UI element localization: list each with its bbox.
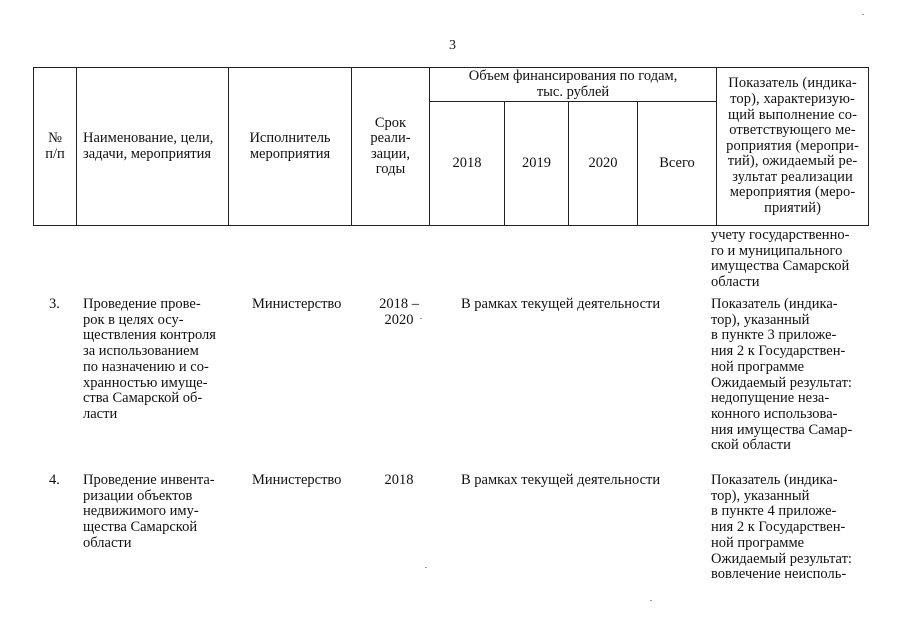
scan-speck xyxy=(650,600,652,601)
row-3-number: 3. xyxy=(49,296,60,312)
header-executor: Исполнитель мероприятия xyxy=(229,68,352,226)
header-number: № п/п xyxy=(34,68,77,226)
row-3-indicator: Показатель (индика- тор), указанный в пункте 3 приложе- ния 2 к Государствен- ной программе Ожидаемый результат: недопущение неза- конного использова- ния имущества Самар- ской области xyxy=(711,296,853,454)
row-4-name: Проведение инвента- ризации объектов недвижимого иму- щества Самарской области xyxy=(83,472,215,551)
header-year-2018: 2018 xyxy=(430,102,505,226)
scan-speck xyxy=(425,567,427,568)
header-funding-title: Объем финансирования по годам, тыс. рублей xyxy=(430,68,717,102)
row-3-name: Проведение прове- рок в целях осу- ществления контроля за использованием по назначению и со- хранностью имуще- ства Самарской об- ласти xyxy=(83,296,216,422)
row-4-funding: В рамках текущей деятельности xyxy=(461,472,661,488)
scan-speck xyxy=(420,318,422,319)
carryover-indicator: учету государственно- го и муниципального имущества Самарской области xyxy=(711,227,850,291)
scan-speck xyxy=(862,14,864,15)
header-term: Срок реали- зации, годы xyxy=(352,68,430,226)
row-3-term: 2018 – 2020 xyxy=(379,296,419,328)
row-3-funding: В рамках текущей деятельности xyxy=(461,296,661,312)
row-4-number: 4. xyxy=(49,472,60,488)
header-year-2019: 2019 xyxy=(505,102,569,226)
header-indicator: Показатель (индика- тор), характеризую- щий выполнение со- ответствующего ме- роприятия (меропри- тий), ожидаемый ре- зультат реализации мероприятия (меро- приятий) xyxy=(717,68,869,226)
row-4-term: 2018 xyxy=(384,472,414,488)
page-number: 3 xyxy=(449,38,456,53)
row-4-executor: Министерство xyxy=(252,472,342,488)
header-total: Всего xyxy=(638,102,717,226)
row-3-executor: Министерство xyxy=(252,296,342,312)
row-4-indicator: Показатель (индика- тор), указанный в пункте 4 приложе- ния 2 к Государствен- ной программе Ожидаемый результат: вовлечение неисполь- xyxy=(711,472,852,583)
header-year-2020: 2020 xyxy=(569,102,638,226)
program-table-header xyxy=(33,67,869,226)
header-name: Наименование, цели, задачи, мероприятия xyxy=(77,68,229,226)
